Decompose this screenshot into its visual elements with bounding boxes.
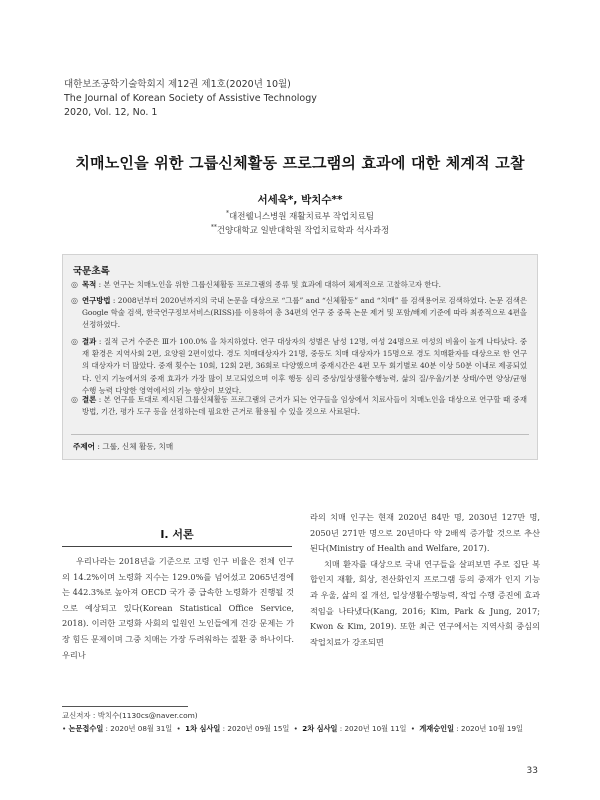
date-label: 게재승인일 bbox=[419, 724, 455, 733]
bullet-icon: • bbox=[293, 724, 298, 733]
date-value: : 2020년 10월 19일 bbox=[454, 724, 524, 733]
keywords-text: : 그룹, 신체 활동, 치매 bbox=[95, 442, 174, 451]
section-heading-rule bbox=[62, 546, 292, 547]
abstract-purpose bbox=[71, 279, 527, 291]
affiliation-text: 대전웰니스병원 재활치료부 작업치료팀 bbox=[229, 212, 374, 222]
footnote-rule bbox=[62, 706, 188, 707]
keywords bbox=[73, 441, 173, 452]
korean-abstract-box bbox=[62, 254, 538, 460]
body-paragraph: 우리나라는 2018년을 기준으로 고령 인구 비율은 전체 인구의 14.2%이며 노령화 지수는 129.0%를 넘어섰고 2065년경에는 442.3%로 높아져 OECD 국가 중 급속한 노령화가 진행될 것으로 예상되고 있다(Korean Statistical Office Service, 2018). 이러한 고령화 사회의 일원인 노인들에게 건강 문제는 가장 힘든 문제이며 그중 치매는 가장 두려워하는 질환 중 하나이다. 우리나 bbox=[62, 556, 294, 660]
bullet-icon: ◎ bbox=[71, 337, 78, 346]
date-value: : 2020년 09월 15일 bbox=[220, 724, 290, 733]
affiliation-1 bbox=[0, 210, 600, 222]
journal-name-english: The Journal of Korean Society of Assistive Technology bbox=[64, 93, 317, 104]
abstract-divider bbox=[71, 434, 529, 435]
page-number: 33 bbox=[526, 766, 538, 776]
bullet-icon: • bbox=[62, 724, 67, 733]
bullet-icon: • bbox=[176, 724, 181, 733]
abstract-conclusion bbox=[71, 394, 527, 418]
date-value: : 2020년 08월 31일 bbox=[103, 724, 173, 733]
date-value: : 2020년 10월 11일 bbox=[337, 724, 407, 733]
body-column-right bbox=[310, 510, 540, 650]
journal-name-korean: 대한보조공학기술학회지 제12권 제1호(2020년 10월) bbox=[64, 79, 291, 90]
abstract-method bbox=[71, 295, 527, 332]
date-label: 2차 심사일 bbox=[302, 724, 338, 733]
journal-volume: 2020, Vol. 12, No. 1 bbox=[64, 107, 158, 118]
article-title: 치매노인을 위한 그룹신체활동 프로그램의 효과에 대한 체계적 고찰 bbox=[75, 154, 525, 172]
affiliation-text: 건양대학교 일반대학원 작업치료학과 석사과정 bbox=[216, 226, 390, 236]
abstract-text: : 질적 근거 수준은 Ⅲ가 100.0% 을 차지하였다. 연구 대상자의 성별은 남성 12명, 여성 24명으로 여성의 비율이 높게 나타났다. 중재 환경은 지역사회 2편, 요양원 2편이었다. 경도 치매대상자가 21명, 중등도 치매 대상자가 15명으로 경도 치매환자를 대상으로 한 연구의 대상자가 더 많았다. 중재 횟수는 10회, 12회 2편, 36회로 다양했으며 중재시간은 4편 모두 회기별로 40분 이상 50분 이내로 제공되었다. 인지 기능에서의 중재 효과가 가장 많이 보고되었으며 이후 행동 심리 증상/일상생활수행능력, 삶의 질/우울/기분 상태/수면 양상/균형 수행 능력 다양한 영역에서의 기능 향상이 보였다. bbox=[82, 337, 527, 395]
affiliation-mark: * bbox=[226, 210, 229, 218]
abstract-heading: 국문초록 bbox=[73, 266, 110, 277]
keywords-label: 주제어 bbox=[73, 442, 96, 451]
journal-header bbox=[64, 78, 317, 120]
abstract-label: 결과 bbox=[82, 337, 97, 346]
body-paragraph: 라의 치매 인구는 현재 2020년 84만 명, 2030년 127만 명, 2050년 271만 명으로 20년마다 약 2배씩 증가할 것으로 추산된다(Ministry of Health and Welfare, 2017). bbox=[310, 512, 540, 554]
abstract-label: 결론 bbox=[82, 395, 97, 404]
abstract-results bbox=[71, 336, 527, 397]
abstract-text: : 2008년부터 2020년까지의 국내 논문을 대상으로 “그룹” and “신체활동” and “치매” 를 검색용어로 검색하였다. 논문 검색은 Google 학술 검색, 한국연구정보서비스(RISS)를 이용하여 총 34편의 연구 중 중복 논문 제거 및 포함/배제 기준에 따라 최종적으로 4편을 선정하였다. bbox=[82, 296, 527, 330]
bullet-icon: ◎ bbox=[71, 280, 78, 289]
abstract-text: : 본 연구를 토대로 제시된 그룹신체활동 프로그램의 근거가 되는 연구들을 임상에서 치료사들이 치매노인을 대상으로 연구할 때 중재 방법, 기간, 평가 도구 등을 선정하는데 필요한 근거로 활용될 수 있을 것으로 사료된다. bbox=[82, 395, 527, 417]
date-label: 논문접수일 bbox=[68, 724, 104, 733]
abstract-label: 연구방법 bbox=[82, 296, 111, 305]
authors: 서세욱*, 박치수** bbox=[257, 194, 343, 206]
date-label: 1차 심사일 bbox=[185, 724, 221, 733]
section-heading-introduction: Ⅰ. 서론 bbox=[160, 528, 194, 541]
affiliation-2 bbox=[0, 224, 600, 236]
affiliation-mark: ** bbox=[210, 224, 217, 232]
abstract-label: 목적 bbox=[82, 280, 97, 289]
bullet-icon: ◎ bbox=[71, 296, 78, 305]
review-dates bbox=[62, 724, 523, 734]
body-paragraph: 치매 환자를 대상으로 국내 연구들을 살펴보면 주로 집단 복합인지 재활, 회상, 전산화인지 프로그램 등의 중재가 인지 기능과 우울, 삶의 질 개선, 일상생활수행능력, 작업 수행 증진에 효과적임을 나타냈다(Kang, 2016; Kim, Park & Jung, 2017; Kwon & Kim, 2019). 또한 최근 연구에서는 지역사회 중심의 작업치료가 강조되면 bbox=[310, 558, 540, 647]
body-column-left bbox=[62, 554, 294, 663]
bullet-icon: ◎ bbox=[71, 395, 78, 404]
corresponding-author: 교신저자 : 박치수(1130cs@naver.com) bbox=[62, 711, 198, 720]
abstract-text: : 본 연구는 치매노인을 위한 그룹신체활동 프로그램의 종류 및 효과에 대하여 체계적으로 고찰하고자 한다. bbox=[96, 280, 442, 289]
bullet-icon: • bbox=[410, 724, 416, 733]
